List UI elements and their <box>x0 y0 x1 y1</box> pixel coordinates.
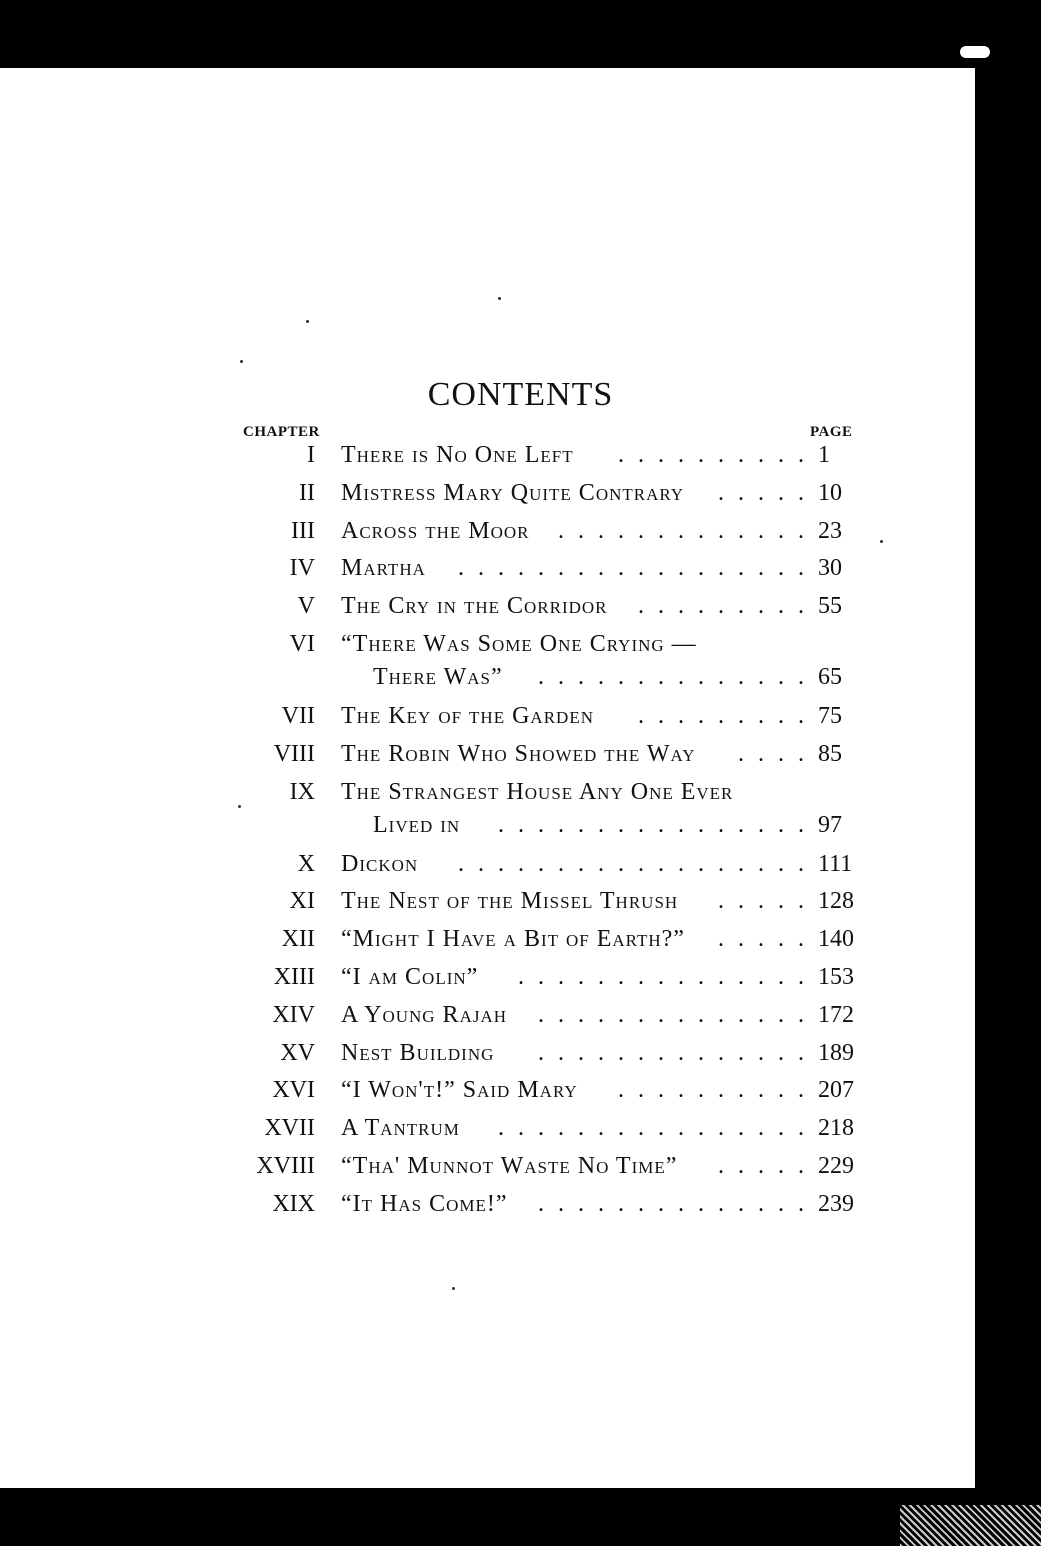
chapter-title: The Strangest House Any One Ever <box>341 778 734 805</box>
page-shadow <box>975 60 995 1480</box>
chapter-number: VII <box>281 702 315 729</box>
page-number: 189 <box>818 1039 854 1066</box>
chapter-title: “I am Colin” <box>341 963 479 990</box>
leader-dots: ............. <box>558 517 818 544</box>
leader-dots: .............. <box>538 1190 818 1217</box>
chapter-title: “It Has Come!” <box>341 1190 508 1217</box>
page-number: 229 <box>818 1152 854 1179</box>
page-number: 207 <box>818 1077 854 1104</box>
chapter-number: XII <box>281 926 315 953</box>
leader-dots: ......... <box>638 593 818 620</box>
page-number: 153 <box>818 963 854 990</box>
toc-entry <box>0 926 975 964</box>
toc-entry <box>0 1002 975 1040</box>
page-number: 65 <box>818 663 842 690</box>
leader-dots: ..... <box>718 888 818 915</box>
chapter-title: Across the Moor <box>341 517 530 544</box>
chapter-number: XI <box>289 888 315 915</box>
chapter-title: Martha <box>341 555 426 582</box>
chapter-title: Mistress Mary Quite Contrary <box>341 479 685 506</box>
chapter-column-header: CHAPTER <box>243 424 320 440</box>
page-number: 55 <box>818 593 842 620</box>
page-number: 97 <box>818 811 842 838</box>
page-number: 1 <box>818 442 830 468</box>
chapter-title: The Robin Who Showed the Way <box>341 740 696 767</box>
page-number: 10 <box>818 479 842 506</box>
chapter-title: Dickon <box>341 850 419 877</box>
toc-entry <box>0 442 975 480</box>
chapter-title: “Tha' Munnot Waste No Time” <box>341 1152 678 1179</box>
chapter-title: “There Was Some One Crying — <box>341 630 697 657</box>
chapter-title-continued: Lived in <box>373 811 461 838</box>
chapter-title: The Cry in the Corridor <box>341 593 608 620</box>
chapter-number: II <box>299 479 315 506</box>
page-number: 218 <box>818 1115 854 1142</box>
toc-entry <box>0 1077 975 1115</box>
leader-dots: .............. <box>538 1039 818 1066</box>
chapter-title: A Tantrum <box>341 1115 460 1142</box>
leader-dots: .................. <box>458 850 818 877</box>
chapter-number: IV <box>289 555 315 582</box>
toc-entry <box>0 1153 975 1191</box>
page-number: 128 <box>818 888 854 915</box>
page-number: 75 <box>818 702 842 729</box>
page-number: 30 <box>818 555 842 582</box>
table-of-contents <box>0 442 975 1229</box>
speck <box>240 360 243 363</box>
chapter-title: The Key of the Garden <box>341 702 594 729</box>
chapter-number: XVIII <box>256 1152 315 1179</box>
page-number: 140 <box>818 926 854 953</box>
leader-dots: ................ <box>498 1115 818 1142</box>
page-number: 85 <box>818 740 842 767</box>
page-title: CONTENTS <box>427 376 614 413</box>
speck <box>452 1287 455 1290</box>
page-number: 23 <box>818 517 842 544</box>
chapter-number: IX <box>289 778 315 805</box>
leader-dots: ..... <box>718 479 818 506</box>
toc-entry <box>0 631 975 703</box>
toc-entry <box>0 1115 975 1153</box>
chapter-number: III <box>291 517 315 544</box>
chapter-number: XV <box>280 1039 315 1066</box>
toc-entry <box>0 851 975 889</box>
toc-entry <box>0 1040 975 1078</box>
chapter-title: There is No One Left <box>341 442 574 468</box>
chapter-title: “Might I Have a Bit of Earth?” <box>341 926 685 953</box>
leader-dots: .............. <box>538 663 818 690</box>
leader-dots: ..... <box>718 926 818 953</box>
chapter-title-continued: There Was” <box>373 663 503 690</box>
leader-dots: .......... <box>618 442 818 468</box>
leader-dots: .................. <box>458 555 818 582</box>
chapter-number: XIV <box>272 1001 315 1028</box>
leader-dots: ............... <box>518 963 818 990</box>
leader-dots: .......... <box>618 1077 818 1104</box>
chapter-number: I <box>307 442 315 468</box>
speck <box>498 297 501 300</box>
chapter-title: The Nest of the Missel Thrush <box>341 888 679 915</box>
chapter-title: “I Won't!” Said Mary <box>341 1077 578 1104</box>
speck <box>306 320 309 323</box>
toc-entry <box>0 741 975 779</box>
toc-entry <box>0 964 975 1002</box>
chapter-number: VI <box>289 630 315 657</box>
page-number: 111 <box>818 850 853 877</box>
page-edge <box>960 46 990 58</box>
toc-entry <box>0 888 975 926</box>
toc-entry <box>0 555 975 593</box>
chapter-number: V <box>297 593 315 620</box>
scan-artifact <box>900 1505 1041 1546</box>
chapter-title: Nest Building <box>341 1039 495 1066</box>
leader-dots: ..... <box>718 1152 818 1179</box>
leader-dots: .... <box>738 740 818 767</box>
leader-dots: ......... <box>638 702 818 729</box>
toc-entry <box>0 593 975 631</box>
toc-entry <box>0 779 975 851</box>
toc-entry <box>0 703 975 741</box>
page-number: 239 <box>818 1190 854 1217</box>
page-number: 172 <box>818 1001 854 1028</box>
leader-dots: .............. <box>538 1001 818 1028</box>
chapter-title: A Young Rajah <box>341 1001 508 1028</box>
chapter-number: XIII <box>273 963 315 990</box>
chapter-number: XVI <box>272 1077 315 1104</box>
chapter-number: XIX <box>272 1190 315 1217</box>
toc-entry <box>0 480 975 518</box>
chapter-number: X <box>297 850 315 877</box>
page-column-header: PAGE <box>810 424 853 440</box>
leader-dots: ................ <box>498 811 818 838</box>
chapter-number: VIII <box>273 740 315 767</box>
toc-entry <box>0 1191 975 1229</box>
toc-entry <box>0 518 975 556</box>
chapter-number: XVII <box>264 1115 315 1142</box>
